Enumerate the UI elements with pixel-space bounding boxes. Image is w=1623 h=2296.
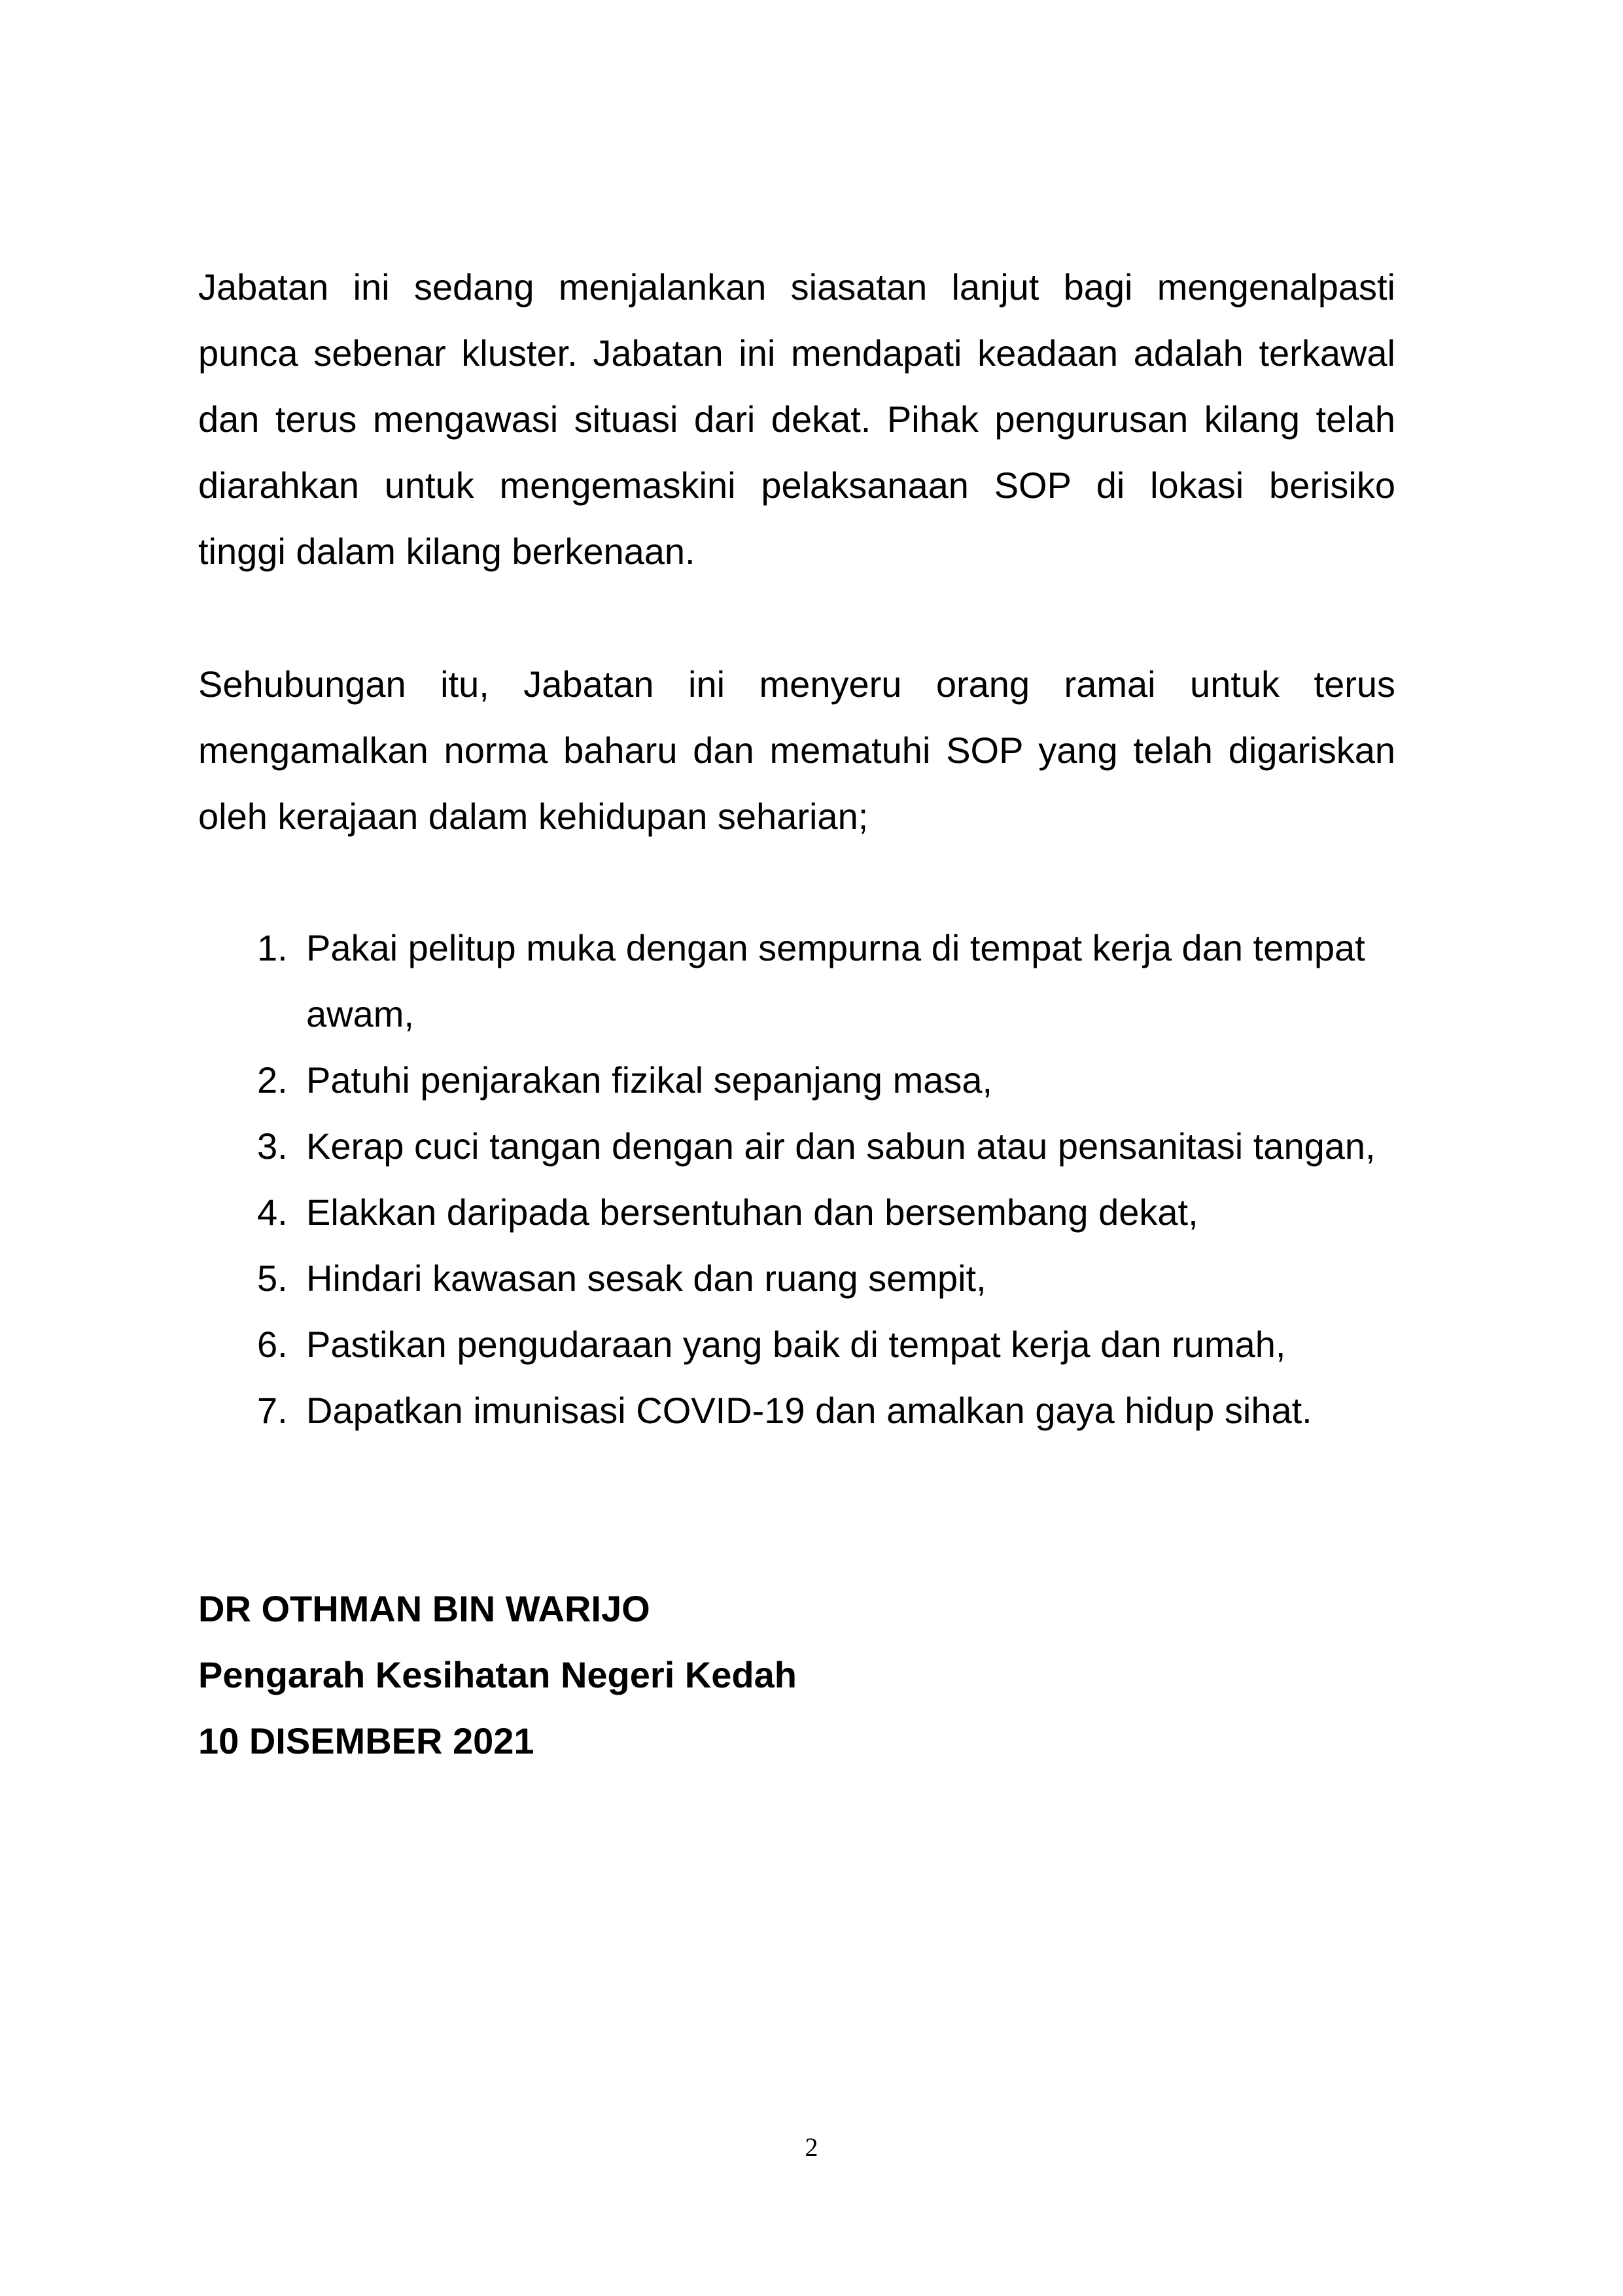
signatory-name: DR OTHMAN BIN WARIJO	[198, 1588, 650, 1629]
list-item-text: awam,	[306, 993, 414, 1034]
list-item	[257, 1179, 1448, 1245]
paragraph-line: punca sebenar kluster. Jabatan ini mendapati keadaan adalah terkawal	[198, 332, 1395, 374]
list-item-text: Pakai pelitup muka dengan sempurna di tempat kerja dan tempat	[306, 927, 1365, 968]
paragraph-line: oleh kerajaan dalam kehidupan seharian;	[198, 796, 869, 837]
list-number: 1.	[257, 927, 288, 968]
list-item-text: Hindari kawasan sesak dan ruang sempit,	[306, 1258, 986, 1299]
list-number: 2.	[257, 1059, 288, 1101]
paragraph-line: mengamalkan norma baharu dan mematuhi SOP yang telah digariskan	[198, 730, 1395, 771]
list-item-text: Elakkan daripada bersentuhan dan bersembang dekat,	[306, 1192, 1198, 1233]
paragraph-public-appeal	[198, 651, 1395, 849]
list-item-text: Patuhi penjarakan fizikal sepanjang masa,	[306, 1059, 993, 1101]
list-item	[257, 1245, 1448, 1311]
list-number: 4.	[257, 1192, 288, 1233]
paragraph-line: Jabatan ini sedang menjalankan siasatan lanjut bagi mengenalpasti	[198, 266, 1395, 308]
list-number: 3.	[257, 1125, 288, 1167]
list-item	[257, 1377, 1448, 1443]
page-number: 2	[805, 2132, 818, 2162]
list-item-text: Kerap cuci tangan dengan air dan sabun atau pensanitasi tangan,	[306, 1125, 1376, 1167]
paragraph-line: Sehubungan itu, Jabatan ini menyeru orang ramai untuk terus	[198, 663, 1395, 705]
signatory-title: Pengarah Kesihatan Negeri Kedah	[198, 1654, 797, 1695]
list-number: 5.	[257, 1258, 288, 1299]
list-item-text: Pastikan pengudaraan yang baik di tempat kerja dan rumah,	[306, 1324, 1286, 1365]
paragraph-line: tinggi dalam kilang berkenaan.	[198, 531, 695, 572]
list-number: 7.	[257, 1390, 288, 1431]
list-item	[257, 915, 1448, 1047]
signature-block	[198, 1576, 797, 1774]
list-item	[257, 1311, 1448, 1377]
document-date: 10 DISEMBER 2021	[198, 1720, 534, 1761]
list-item	[257, 1113, 1448, 1179]
list-item	[257, 1047, 1448, 1113]
list-item-text: Dapatkan imunisasi COVID-19 dan amalkan gaya hidup sihat.	[306, 1390, 1312, 1431]
paragraph-line: diarahkan untuk mengemaskini pelaksanaan SOP di lokasi berisiko	[198, 465, 1395, 506]
paragraph-investigation	[198, 254, 1395, 584]
list-number: 6.	[257, 1324, 288, 1365]
paragraph-line: dan terus mengawasi situasi dari dekat. Pihak pengurusan kilang telah	[198, 398, 1395, 440]
sop-list	[257, 915, 1448, 1443]
